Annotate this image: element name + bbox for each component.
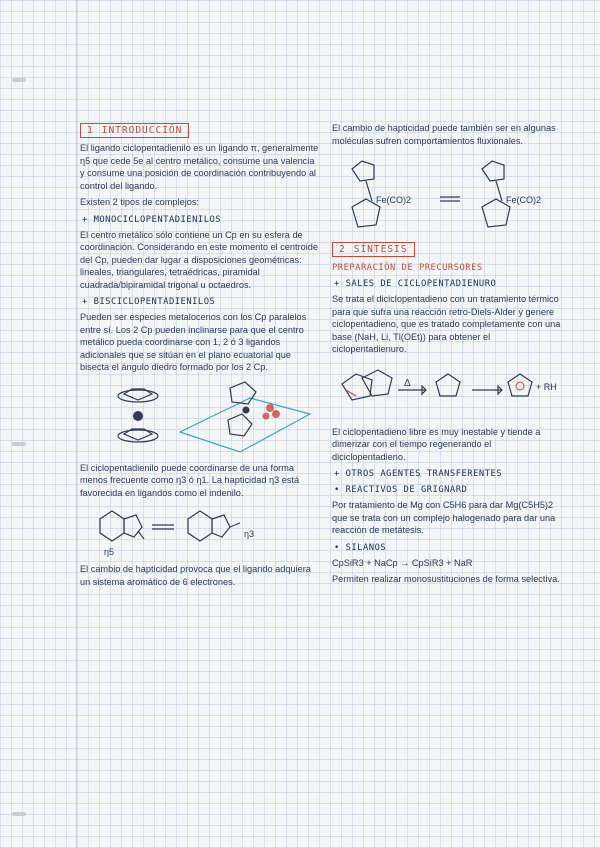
fe-label: Fe(CO)2	[376, 195, 412, 205]
margin-line	[76, 0, 77, 848]
fluxional-sketch	[332, 151, 564, 237]
binder-hole	[12, 812, 26, 816]
delta-symbol: Δ	[404, 377, 411, 389]
section-title: SÍNTESIS	[353, 244, 408, 255]
right-column	[332, 118, 564, 590]
section-title: INTRODUCCIÓN	[101, 125, 183, 136]
silanos-paragraph: Permiten realizar monosustituciones de forma selectiva.	[332, 574, 560, 584]
metallocene-sketch	[80, 378, 320, 458]
cp-instability-paragraph: El ciclopentadieno libre es muy inestable y tiende a dimerizar con el tiempo regenerando el diciclopentadieno.	[332, 426, 541, 462]
section-number: 2	[339, 244, 346, 255]
left-column	[80, 118, 320, 592]
eta5-label: η5	[104, 547, 115, 557]
change-paragraph: El cambio de hapticidad provoca que el ligando adquiera un sistema aromático de 6 electrones.	[80, 564, 311, 587]
eta3-label: η3	[244, 529, 255, 539]
types-line: Existen 2 tipos de complejos:	[80, 197, 199, 207]
rh-label: + RH	[536, 381, 557, 392]
retro-diels-alder-sketch	[332, 360, 564, 422]
grignard-paragraph: Por tratamiento de Mg con C5H6 para dar Mg(C5H5)2 que se trata con un complejo halogenado para dar una reacción de metátesis.	[332, 500, 556, 535]
fe-label-2: Fe(CO)2	[506, 195, 542, 205]
binder-hole	[12, 442, 26, 446]
section-heading-intro	[80, 123, 189, 138]
grignard-heading: • REACTIVOS DE GRIGNARD	[334, 485, 468, 495]
salts-paragraph: Se trata el diciclopentadieno con un tratamiento térmico para que sufra una reacción retro-Diels-Alder y genere ciclopentadieno, que es tratado completamente con una base (NaH, Li, Tl(OEt)) para obtener el ciclopentadienuro.	[332, 294, 561, 354]
silanos-heading: • SILANOS	[334, 542, 387, 553]
section-heading-synthesis	[332, 242, 415, 257]
mono-paragraph: El centro metálico sólo contiene un Cp en su esfera de coordinación. Considerando en este momento el centroide del Cp, pueden dar lugar a disposiciones geométricas: lineales, triangulares, tetraédricas, piramidal cuadrada/bipiramidal trigonal u octaedros.	[80, 229, 319, 290]
mono-heading: + MONOCICLOPENTADIENILOS	[82, 214, 222, 225]
binder-hole	[12, 78, 26, 82]
bis-paragraph: Pueden ser especies metalocenos con los Cp paralelos entre sí. Los 2 Cp pueden inclinarse para que el centro metálico pueda coordinarse con 1, 2 ó 3 ligandos adicionales que se sitúan en el plano ecuatorial que bisecta el ángulo diedro formado por los 2 Cp.	[80, 312, 307, 372]
eta-paragraph: El ciclopentadienilo puede coordinarse de una forma menos frecuente como η3 ó η1. La hapticidad η3 está favorecida en ligandos como el indenilo.	[80, 462, 300, 498]
indenyl-equilibrium-sketch	[80, 503, 320, 559]
silanos-equation: CpSiR3 + NaCp → CpSiR3 + NaR	[332, 557, 473, 568]
fluxional-paragraph: El cambio de hapticidad puede también ser en algunas moléculas sufren comportamientos fluxionales.	[332, 123, 556, 146]
precursors-heading: PREPARACIÓN DE PRECURSORES	[332, 263, 483, 273]
bis-heading: + BISCICLOPENTADIENILOS	[82, 297, 216, 307]
intro-paragraph: El ligando ciclopentadienilo es un ligando π, generalmente η5 que cede 5e al centro metálico, consume una valencia y consume una posición de coordinación contribuyendo al control del ligando.	[80, 143, 319, 191]
section-number: 1	[87, 125, 94, 136]
salts-heading: + SALES DE CICLOPENTADIENURO	[334, 279, 497, 289]
others-heading: + OTROS AGENTES TRANSFERENTES	[334, 469, 503, 479]
